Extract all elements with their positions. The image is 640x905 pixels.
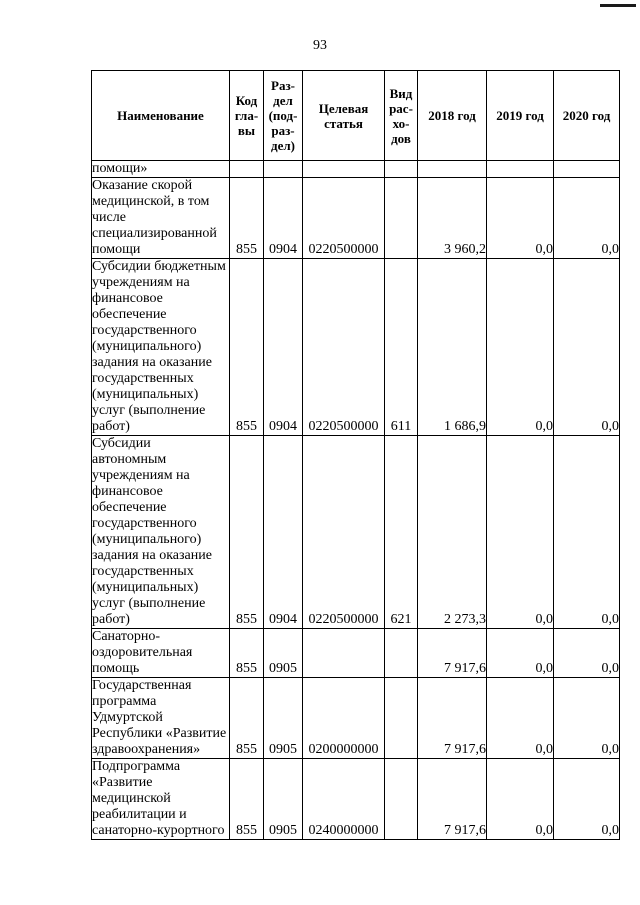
row-name [92, 759, 230, 840]
row-name [92, 178, 230, 259]
row-section: 0905 [264, 629, 303, 678]
row-2020: 0,0 [554, 759, 620, 840]
table-row [92, 629, 620, 678]
row-name-line: государственного [92, 323, 197, 338]
row-target: 0240000000 [303, 759, 385, 840]
row-name-line: финансовое [92, 484, 163, 499]
empty-cell [303, 161, 385, 178]
header-2020: 2020 год [554, 71, 620, 161]
row-name-line: числе [92, 210, 126, 225]
empty-cell [230, 161, 264, 178]
row-name-line: санаторно-курортного [92, 823, 225, 838]
empty-cell [418, 161, 487, 178]
row-code: 855 [230, 436, 264, 629]
row-name-line: Подпрограмма [92, 759, 181, 774]
row-name-line: здравоохранения» [92, 742, 201, 757]
row-name-line: Субсидии [92, 436, 151, 451]
row-2020: 0,0 [554, 436, 620, 629]
row-section: 0905 [264, 678, 303, 759]
header-section: Раз- дел (под- раз- дел) [264, 71, 303, 161]
table-row [92, 178, 620, 259]
row-name-line: государственных [92, 371, 194, 386]
row-name-line: помощь [92, 661, 140, 676]
row-name-line: работ) [92, 612, 130, 627]
row-kind: 611 [385, 259, 418, 436]
row-section: 0904 [264, 259, 303, 436]
row-kind [385, 629, 418, 678]
row-name-line: Государственная [92, 678, 192, 693]
row-2019: 0,0 [487, 678, 554, 759]
row-name-line: автономным [92, 452, 167, 467]
table-row [92, 759, 620, 840]
row-target: 0200000000 [303, 678, 385, 759]
row-name [92, 678, 230, 759]
row-kind: 621 [385, 436, 418, 629]
budget-table [91, 70, 620, 840]
row-target: 0220500000 [303, 259, 385, 436]
row-name-line: специализированной [92, 226, 217, 241]
header-code: Код гла- вы [230, 71, 264, 161]
continuation-row [92, 161, 620, 178]
row-section: 0905 [264, 759, 303, 840]
row-name-line: учреждениям на [92, 468, 190, 483]
row-name-line: услуг (выполнение [92, 596, 206, 611]
row-name-line: оздоровительная [92, 645, 193, 660]
row-2018: 7 917,6 [418, 678, 487, 759]
table-row [92, 259, 620, 436]
row-name-line: «Развитие [92, 775, 153, 790]
table-row [92, 678, 620, 759]
row-name-line: помощи [92, 242, 141, 257]
row-name-line: (муниципального) [92, 339, 202, 354]
row-code: 855 [230, 678, 264, 759]
row-target: 0220500000 [303, 178, 385, 259]
row-2020: 0,0 [554, 178, 620, 259]
row-name-line: государственного [92, 516, 197, 531]
row-2018: 7 917,6 [418, 629, 487, 678]
corner-mark [600, 4, 636, 7]
row-target [303, 629, 385, 678]
row-2019: 0,0 [487, 629, 554, 678]
empty-cell [487, 161, 554, 178]
empty-cell [264, 161, 303, 178]
header-name: Наименование [92, 71, 230, 161]
row-code: 855 [230, 759, 264, 840]
header-kind: Вид рас- хо- дов [385, 71, 418, 161]
row-2020: 0,0 [554, 259, 620, 436]
row-2018: 7 917,6 [418, 759, 487, 840]
row-2020: 0,0 [554, 629, 620, 678]
row-2018: 1 686,9 [418, 259, 487, 436]
row-name-line: Оказание скорой [92, 178, 193, 193]
row-name [92, 436, 230, 629]
row-name [92, 629, 230, 678]
row-kind [385, 178, 418, 259]
continuation-text: помощи» [92, 161, 230, 178]
row-name [92, 259, 230, 436]
header-target: Целевая статья [303, 71, 385, 161]
row-2020: 0,0 [554, 678, 620, 759]
row-name-line: реабилитации и [92, 807, 187, 822]
empty-cell [385, 161, 418, 178]
row-name-line: программа [92, 694, 157, 709]
row-name-line: работ) [92, 419, 130, 434]
row-2018: 2 273,3 [418, 436, 487, 629]
row-name-line: задания на оказание [92, 355, 212, 370]
row-name-line: Субсидии бюджетным [92, 259, 226, 274]
row-name-line: задания на оказание [92, 548, 212, 563]
table-row [92, 436, 620, 629]
row-2019: 0,0 [487, 259, 554, 436]
header-2018: 2018 год [418, 71, 487, 161]
row-kind [385, 759, 418, 840]
row-name-line: Удмуртской [92, 710, 163, 725]
row-code: 855 [230, 629, 264, 678]
row-kind [385, 678, 418, 759]
row-section: 0904 [264, 178, 303, 259]
row-name-line: Санаторно- [92, 629, 160, 644]
empty-cell [554, 161, 620, 178]
header-row [92, 71, 620, 161]
row-name-line: финансовое [92, 291, 163, 306]
row-2019: 0,0 [487, 759, 554, 840]
table-body [92, 161, 620, 840]
row-2019: 0,0 [487, 178, 554, 259]
row-section: 0904 [264, 436, 303, 629]
row-name-line: услуг (выполнение [92, 403, 206, 418]
row-name-line: (муниципальных) [92, 580, 199, 595]
row-name-line: Республики «Развитие [92, 726, 227, 741]
row-name-line: медицинской, в том [92, 194, 210, 209]
row-target: 0220500000 [303, 436, 385, 629]
row-name-line: государственных [92, 564, 194, 579]
row-name-line: (муниципальных) [92, 387, 199, 402]
row-2019: 0,0 [487, 436, 554, 629]
page-number: 93 [313, 38, 327, 53]
row-2018: 3 960,2 [418, 178, 487, 259]
row-name-line: учреждениям на [92, 275, 190, 290]
row-code: 855 [230, 178, 264, 259]
row-name-line: (муниципального) [92, 532, 202, 547]
row-name-line: обеспечение [92, 500, 167, 515]
row-code: 855 [230, 259, 264, 436]
header-2019: 2019 год [487, 71, 554, 161]
row-name-line: медицинской [92, 791, 171, 806]
row-name-line: обеспечение [92, 307, 167, 322]
